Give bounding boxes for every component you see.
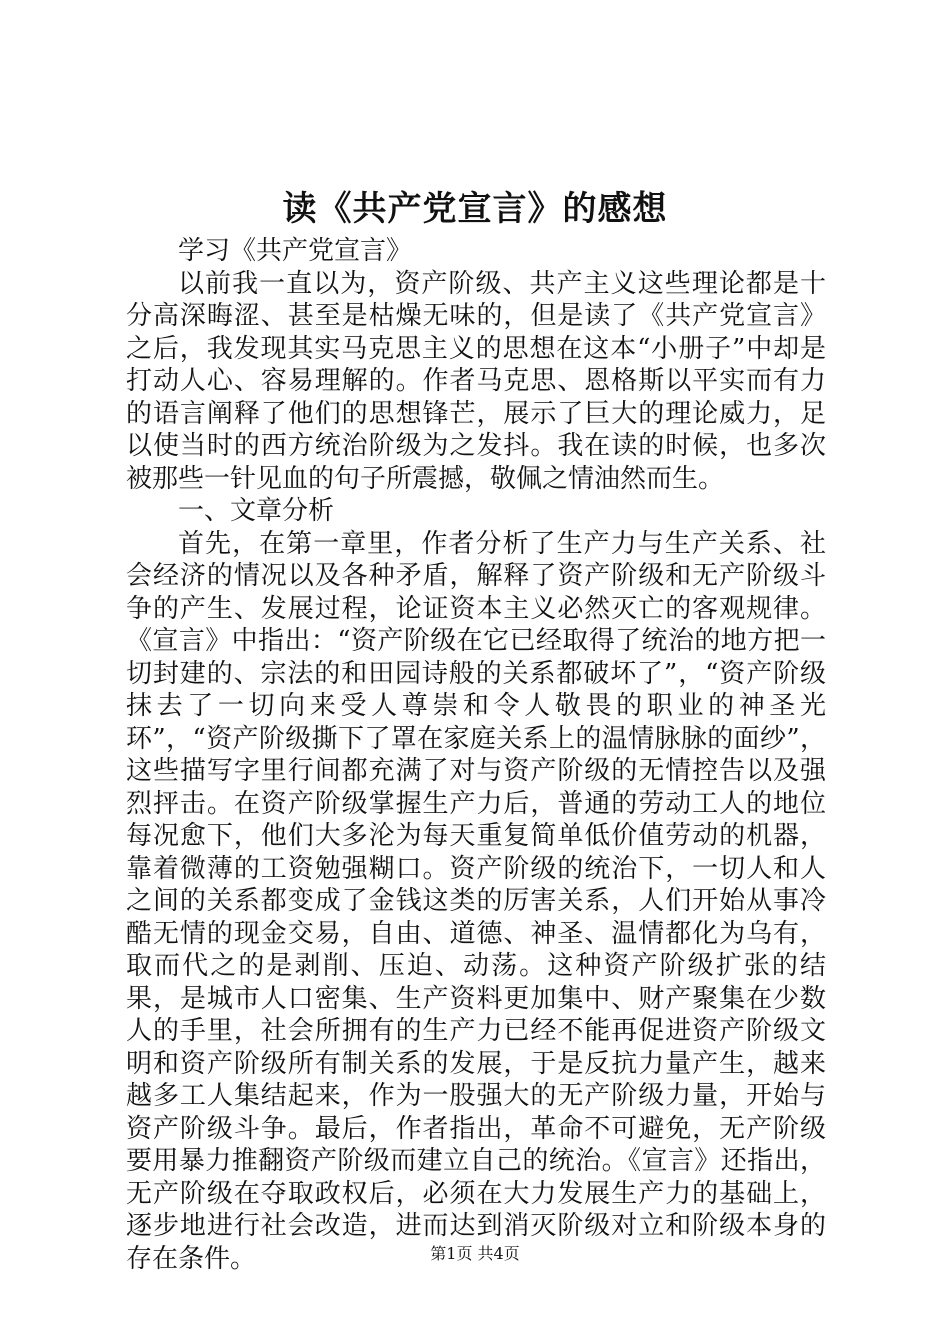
document-title: 读《共产党宣言》的感想 — [282, 189, 668, 229]
subtitle-paragraph: 学习《共产党宣言》 — [178, 236, 413, 266]
document-body — [126, 235, 826, 1275]
page-footer: 第1页 共4页 — [430, 1244, 520, 1263]
intro-paragraph: 以前我一直以为，资产阶级、共产主义这些理论都是十分高深晦涩、甚至是枯燥无味的，但是读了《共产党宣言》之后，我发现其实马克思主义的思想在这本“小册子”中却是打动人心、容易理解的。作者马克思、恩格斯以平实而有力的语言阐释了他们的思想锋芒，展示了巨大的理论威力，足以使当时的西方统治阶级为之发抖。我在读的时候，也多次被那些一针见血的句子所震撼，敬佩之情油然而生。 — [126, 268, 826, 494]
section-heading: 一、文章分析 — [178, 496, 335, 526]
analysis-paragraph: 首先，在第一章里，作者分析了生产力与生产关系、社会经济的情况以及各种矛盾，解释了资产阶级和无产阶级斗争的产生、发展过程，论证资本主义必然灭亡的客观规律。《宣言》中指出：“资产阶级在它已经取得了统治的地方把一切封建的、宗法的和田园诗般的关系都破坏了”，“资产阶级抹去了一切向来受人尊崇和令人敬畏的职业的神圣光环”，“资产阶级撕下了罩在家庭关系上的温情脉脉的面纱”，这些描写字里行间都充满了对与资产阶级的无情控告以及强烈抨击。在资产阶级掌握生产力后，普通的劳动工人的地位每况愈下，他们大多沦为每天重复简单低价值劳动的机器，靠着微薄的工资勉强糊口。资产阶级的统治下，一切人和人之间的关系都变成了金钱这类的厉害关系，人们开始从事冷酷无情的现金交易，自由、道德、神圣、温情都化为乌有，取而代之的是剥削、压迫、动荡。这种资产阶级扩张的结果，是城市人口密集、生产资料更加集中、财产聚集在少数人的手里，社会所拥有的生产力已经不能再促进资产阶级文明和资产阶级所有制关系的发展，于是反抗力量产生，越来越多工人集结起来，作为一股强大的无产阶级力量，开始与资产阶级斗争。最后，作者指出，革命不可避免，无产阶级要用暴力推翻资产阶级而建立自己的统治。《宣言》还指出，无产阶级在夺取政权后，必须在大力发展生产力的基础上，逐步地进行社会改造，进而达到消灭阶级对立和阶级本身的存在条件。 — [126, 528, 826, 1274]
